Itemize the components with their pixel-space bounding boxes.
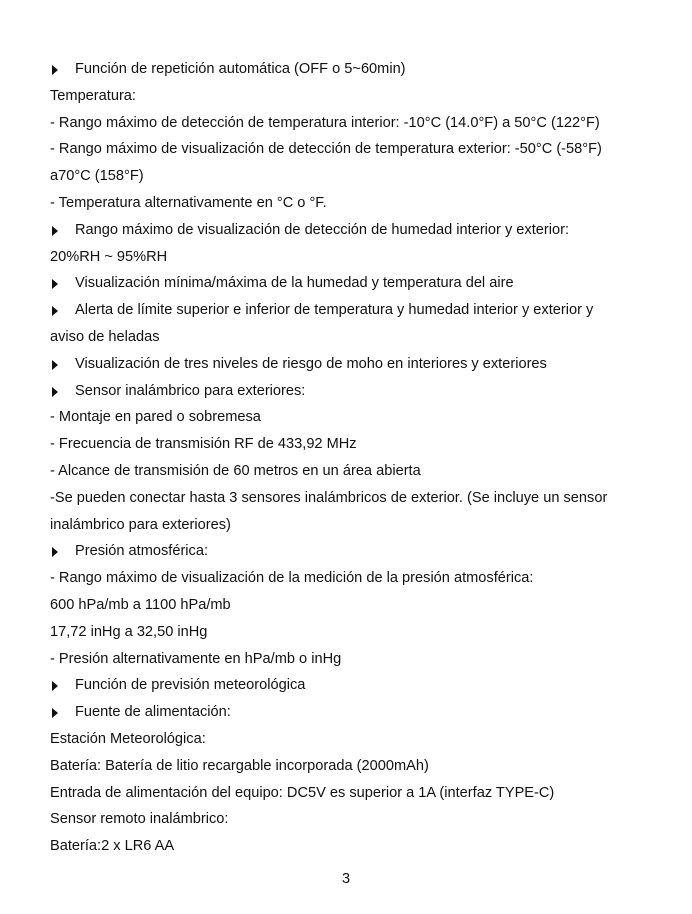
line-text: Fuente de alimentación: [75, 704, 231, 721]
text-line [50, 833, 650, 860]
text-line [50, 726, 650, 753]
line-text: 17,72 inHg a 32,50 inHg [50, 623, 208, 640]
line-text: Batería:2 x LR6 AA [50, 838, 175, 855]
line-text: Sensor remoto inalámbrico: [50, 811, 229, 828]
document-body [50, 56, 650, 860]
triangle-bullet-icon [52, 387, 58, 397]
text-line [50, 646, 650, 673]
text-line [50, 619, 650, 646]
line-text: -Se pueden conectar hasta 3 sensores inalámbricos de exterior. (Se incluye un sensor [50, 489, 608, 506]
line-text: a70°C (158°F) [50, 168, 144, 185]
line-text: Entrada de alimentación del equipo: DC5V es superior a 1A (interfaz TYPE-C) [50, 784, 555, 801]
bullet-line [50, 378, 650, 405]
line-text: - Temperatura alternativamente en °C o °F. [50, 194, 327, 211]
text-line [50, 806, 650, 833]
line-text: Rango máximo de visualización de detección de humedad interior y exterior: [75, 221, 570, 238]
line-text: - Rango máximo de visualización de detección de temperatura exterior: -50°C (-58°F) [50, 141, 602, 158]
line-text: Visualización de tres niveles de riesgo de moho en interiores y exteriores [75, 355, 547, 372]
line-text: Batería: Batería de litio recargable incorporada (2000mAh) [50, 757, 429, 774]
triangle-bullet-icon [52, 681, 58, 691]
bullet-line [50, 538, 650, 565]
line-text: - Alcance de transmisión de 60 metros en un área abierta [50, 462, 421, 479]
text-line [50, 110, 650, 137]
text-line [50, 244, 650, 271]
line-text: Temperatura: [50, 87, 136, 104]
line-text: Estación Meteorológica: [50, 730, 206, 747]
line-text: aviso de heladas [50, 328, 160, 345]
bullet-line [50, 56, 650, 83]
triangle-bullet-icon [52, 360, 58, 370]
line-text: Función de previsión meteorológica [75, 677, 306, 694]
text-line [50, 592, 650, 619]
line-text: 600 hPa/mb a 1100 hPa/mb [50, 596, 231, 613]
line-text: - Montaje en pared o sobremesa [50, 409, 261, 426]
line-text: 20%RH ~ 95%RH [50, 248, 168, 265]
bullet-line [50, 351, 650, 378]
line-text: - Rango máximo de visualización de la medición de la presión atmosférica: [50, 570, 534, 587]
bullet-line [50, 270, 650, 297]
bullet-line [50, 297, 650, 324]
triangle-bullet-icon [52, 65, 58, 75]
text-line [50, 163, 650, 190]
line-text: Alerta de límite superior e inferior de temperatura y humedad interior y exterior y [75, 302, 594, 319]
text-line [50, 190, 650, 217]
line-text: Visualización mínima/máxima de la humedad y temperatura del aire [75, 275, 514, 292]
text-line [50, 512, 650, 539]
bullet-line [50, 217, 650, 244]
triangle-bullet-icon [52, 547, 58, 557]
bullet-line [50, 699, 650, 726]
line-text: Sensor inalámbrico para exteriores: [75, 382, 306, 399]
triangle-bullet-icon [52, 708, 58, 718]
text-line [50, 136, 650, 163]
text-line [50, 83, 650, 110]
text-line [50, 485, 650, 512]
text-line [50, 404, 650, 431]
bullet-line [50, 672, 650, 699]
line-text: Función de repetición automática (OFF o 5~60min) [75, 61, 406, 77]
line-text: inalámbrico para exteriores) [50, 516, 231, 533]
triangle-bullet-icon [52, 279, 58, 289]
page-number: 3 [341, 871, 351, 887]
triangle-bullet-icon [52, 226, 58, 236]
triangle-bullet-icon [52, 306, 58, 316]
text-line [50, 324, 650, 351]
line-text: - Frecuencia de transmisión RF de 433,92 MHz [50, 436, 357, 453]
line-text: Presión atmosférica: [75, 543, 209, 560]
text-line [50, 753, 650, 780]
line-text: - Rango máximo de detección de temperatura interior: -10°C (14.0°F) a 50°C (122°F) [50, 114, 600, 131]
text-line [50, 780, 650, 807]
line-text: - Presión alternativamente en hPa/mb o inHg [50, 650, 342, 667]
text-line [50, 431, 650, 458]
text-line [50, 565, 650, 592]
text-line [50, 458, 650, 485]
